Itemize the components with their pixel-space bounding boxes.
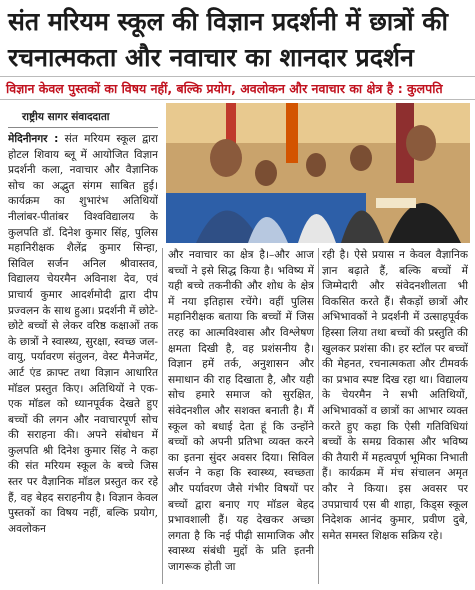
column-divider (162, 248, 163, 584)
exhibition-photo-illustration (166, 103, 470, 243)
article-text-3: रही है। ऐसे प्रयास न केवल वैज्ञानिक ज्ञान बढ़ाते हैं, बल्कि बच्चों में जिम्मेदारी और संवेदनशीलता भी विकसित करते हैं। सैकड़ों छात्रों और अभिभावकों ने प्रदर्शनी में उत्साहपूर्वक हिस्सा लिया तथा बच्चों की प्रस्तुति की खुलकर प्रशंसा की। हर स्टॉल पर बच्चों की मेहनत, रचनात्मकता और टीमवर्क का प्रभाव स्पष्ट दिख रहा था। विद्यालय के चेयरमैन ने सभी अतिथियों, अभिभावकों व छात्रों का आभार व्यक्त करते हुए कहा कि ऐसी गतिविधियां बच्चों के समग्र विकास और भविष्य की तैयारी में महत्वपूर्ण भूमिका निभाती हैं। कार्यक्रम में मंच संचालन अमृत कौर ने किया। इस अवसर पर उपप्राचार्य एस बी शाहा, किड्स स्कूल निदेशक आनंद कुमार, प्रवीण दुबे, समेत समस्त शिक्षक सक्रिय रहे। (322, 249, 468, 542)
article-column-1 (8, 132, 158, 584)
dateline: मेदिनीनगर : (8, 133, 59, 145)
byline-divider (8, 127, 158, 128)
headline-line-2: रचनात्मकता और नवाचार का शानदार प्रदर्शन (8, 43, 414, 72)
headline (8, 4, 468, 76)
article-text-2: और नवाचार का क्षेत्र है।–और आज बच्चों ने इसे सिद्ध किया है। भविष्य में यही बच्चे तकनीकी और शोध के क्षेत्र में नया इतिहास रचेंगे। वहीं पुलिस महानिरीक्षक बताया कि बच्चों में जिस तरह का आत्मविश्वास और विश्लेषण क्षमता दिखी है, वह प्रशंसनीय है। विज्ञान हमें तर्क, अनुशासन और समाधान की राह दिखाता है, और यही सोच हमारे समाज को सुरक्षित, संवेदनशील और सशक्त बनाती है। मैं स्कूल को बधाई देता हूं कि उन्होंने बच्चों को अपनी प्रतिभा व्यक्त करने का इतना सुंदर अवसर दिया। सिविल सर्जन ने कहा कि स्वास्थ्य, स्वच्छता और पर्यावरण जैसे गंभीर विषयों पर बच्चों द्वारा बनाए गए मॉडल बेहद प्रभावशाली हैं। यह देखकर अच्छा लगता है कि नई पीढ़ी सामाजिक और स्वास्थ्य संबंधी मुद्दों के प्रति इतनी जागरूक होती जा (168, 249, 314, 573)
byline: राष्ट्रीय सागर संवाददाता (22, 111, 110, 123)
headline-line-1: संत मरियम स्कूल की विज्ञान प्रदर्शनी में छात्रों की (8, 7, 448, 36)
subheadline: विज्ञान केवल पुस्तकों का विषय नहीं, बल्कि प्रयोग, अवलोकन और नवाचार का क्षेत्र है : कुलपति (0, 76, 475, 100)
news-photo (166, 103, 470, 243)
column-divider (318, 248, 319, 584)
article-column-2 (168, 248, 314, 584)
article-text-1: संत मरियम स्कूल द्वारा होटल शिवाय ब्लू में आयोजित विज्ञान प्रदर्शनी कला, नवाचार और वैज्ञानिक सोच का अद्भुत संगम साबित हुई। कार्यक्रम का शुभारंभ अतिथियों नीलांबर-पीतांबर विश्वविद्यालय के कुलपति डॉ. दिनेश कुमार सिंह, पुलिस महानिरीक्षक शैलेंद्र कुमार सिन्हा, सिविल सर्जन अनिल श्रीवास्तव, विद्यालय चेयरमैन अविनाश देव, एवं प्राचार्य कुमार आदर्शमोदी द्वारा दीप प्रज्वलन के साथ हुआ। प्रदर्शनी में छोटे-छोटे बच्चों से लेकर वरिष्ठ कक्षाओं तक के छात्रों ने स्वास्थ्य, सुरक्षा, स्वच्छ जल-वायु, पर्यावरण संतुलन, वेस्ट मैनेजमेंट, आर्ट एंड क्राफ्ट तथा विज्ञान आधारित मॉडल प्रस्तुत किए। अतिथियों ने एक-एक मॉडल को ध्यानपूर्वक देखते हुए बच्चों की लगन और नवाचारपूर्ण सोच की सराहना की। अपने संबोधन में कुलपति श्री दिनेश कुमार सिंह ने कहा की संत मरियम स्कूल के बच्चे जिस स्तर पर वैज्ञानिक मॉडल प्रस्तुत कर रहे हैं, वह बेहद सराहनीय है। विज्ञान केवल पुस्तकों का विषय नहीं, बल्कि प्रयोग, अवलोकन (8, 133, 158, 535)
article-column-3 (322, 248, 468, 584)
